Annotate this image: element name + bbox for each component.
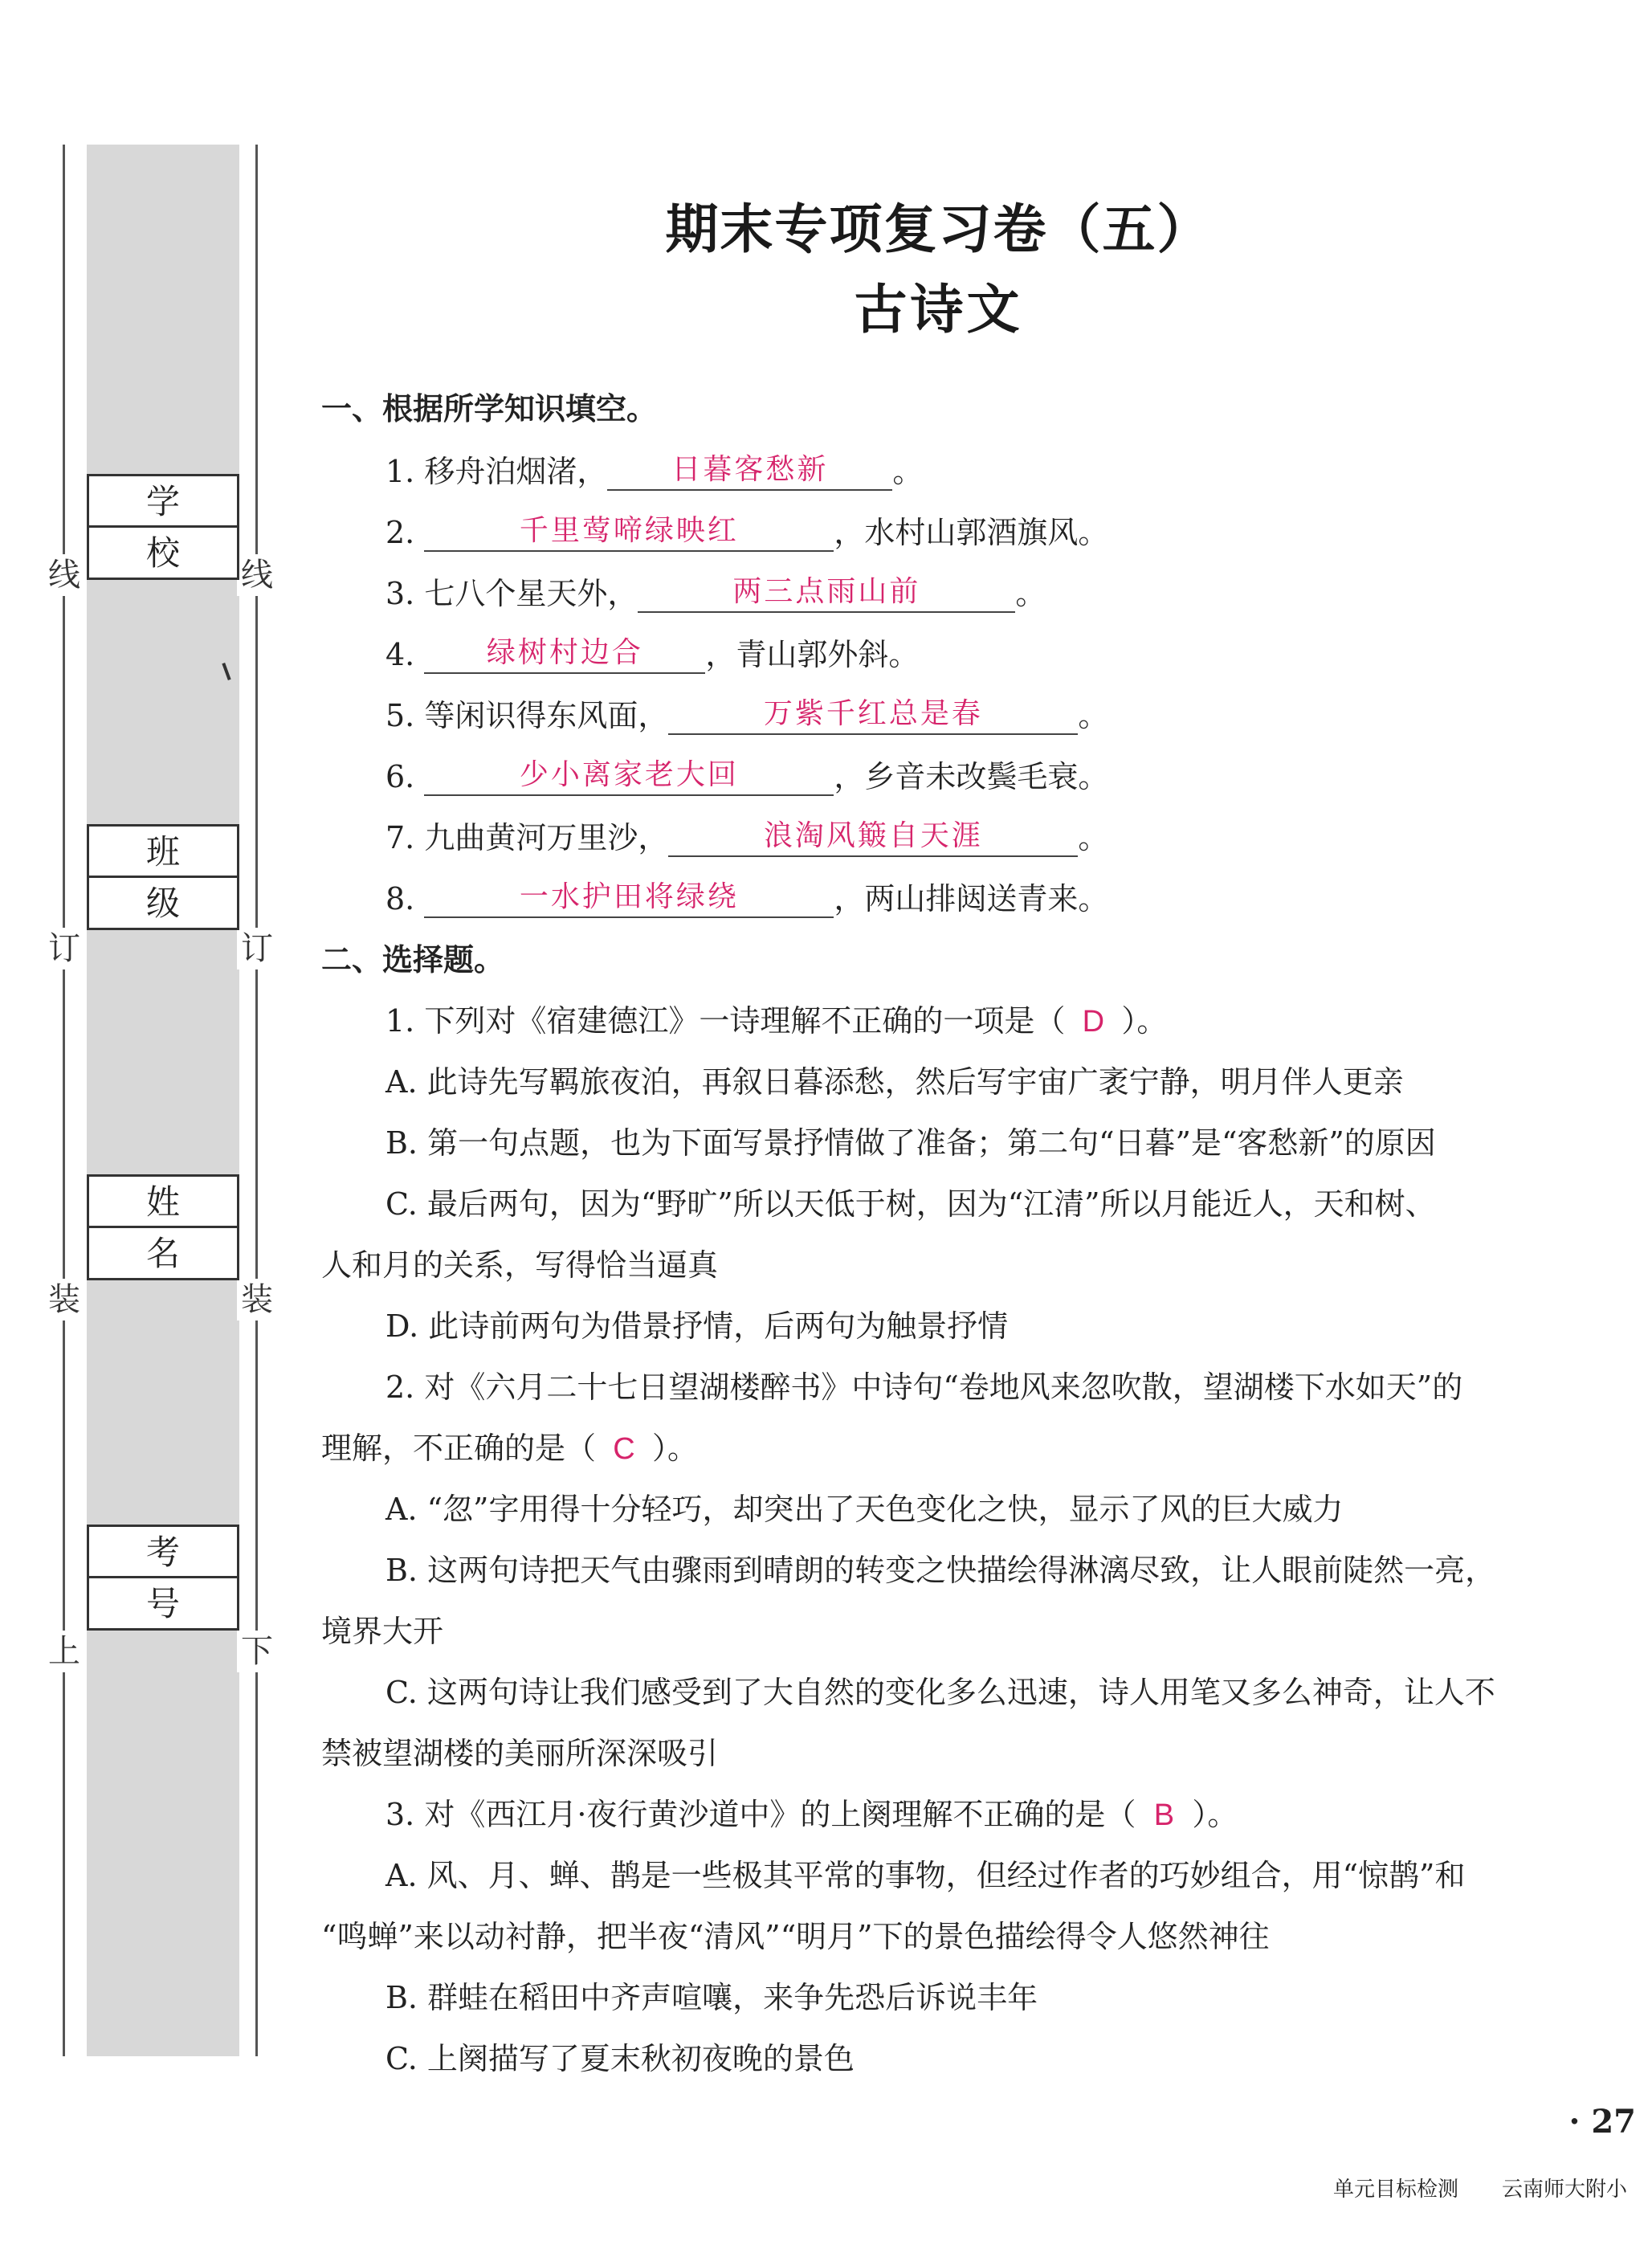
item-post-text: ，乡音未改鬓毛衰。 — [834, 759, 1109, 794]
item-post-text: 。 — [1078, 698, 1109, 733]
page-number: · 27 — [1568, 2103, 1636, 2141]
margin-label-left-1: 线 — [44, 554, 84, 596]
answer-blank[interactable]: 绿树村边合 — [424, 634, 705, 674]
q3-option-c: C. 上阕描写了夏末秋初夜晚的景色 — [385, 2041, 855, 2076]
answer-blank[interactable]: 两三点雨山前 — [638, 573, 1015, 613]
item-post-text: ，两山排闼送青来。 — [834, 881, 1109, 916]
fill-item-4 — [385, 630, 919, 674]
margin-label-left-4: 上 — [44, 1631, 84, 1672]
section1-heading: 一、根据所学知识填空。 — [321, 390, 658, 427]
item-number: 7. — [385, 820, 415, 855]
question-text: 理解，不正确的是（ — [321, 1431, 597, 1466]
question-text: 1. 下列对《宿建德江》一诗理解不正确的一项是（ — [385, 1003, 1066, 1039]
answer-blank[interactable]: 一水护田将绿绕 — [424, 878, 834, 918]
fill-item-6 — [385, 752, 1108, 796]
question-text: 3. 对《西江月·夜行黄沙道中》的上阕理解不正确的是（ — [385, 1797, 1136, 1832]
item-number: 2. — [385, 515, 415, 550]
binding-line-left — [63, 145, 65, 2056]
q2-option-a: A. “忽”字用得十分轻巧，却突出了天色变化之快，显示了风的巨大威力 — [385, 1492, 1344, 1527]
question-end: ）。 — [652, 1431, 699, 1466]
school-box[interactable] — [87, 474, 239, 580]
section2-heading: 二、选择题。 — [321, 941, 505, 978]
item-number: 4. — [385, 637, 415, 672]
margin-label-right-1: 线 — [237, 554, 277, 596]
q3-option-a: A. 风、月、蝉、鹊是一些极其平常的事物，但经过作者的巧妙组合，用“惊鹊”和 — [385, 1858, 1466, 1893]
item-pre-text: 七八个星天外， — [424, 576, 638, 611]
fill-item-3 — [385, 569, 1046, 613]
exam-number-label: 考 号 — [89, 1527, 237, 1578]
item-number: 5. — [385, 698, 415, 733]
name-box[interactable] — [87, 1174, 239, 1280]
item-number: 6. — [385, 759, 415, 794]
fill-item-7 — [385, 813, 1108, 857]
item-post-text: 。 — [1078, 820, 1109, 855]
q1-option-d: D. 此诗前两句为借景抒情，后两句为触景抒情 — [385, 1308, 1009, 1344]
q3-option-b: B. 群蛙在稻田中齐声喧嚷，来争先恐后诉说丰年 — [385, 1980, 1038, 2015]
answer-blank[interactable]: 浪淘风簸自天涯 — [668, 817, 1078, 857]
question-2-cont — [321, 1423, 698, 1467]
binding-strip — [87, 145, 239, 2056]
q1-option-a: A. 此诗先写羁旅夜泊，再叙日暮添愁，然后写宇宙广袤宁静，明月伴人更亲 — [385, 1064, 1404, 1100]
q2-option-c-cont: 禁被望湖楼的美丽所深深吸引 — [321, 1736, 719, 1771]
footer-left: 单元目标检测 — [1333, 2178, 1459, 2202]
answer-choice[interactable]: C — [613, 1432, 635, 1466]
name-label: 姓 名 — [89, 1177, 237, 1228]
item-number: 3. — [385, 576, 415, 611]
footer-right: 云南师大附小 — [1502, 2178, 1628, 2202]
fill-item-8 — [385, 874, 1108, 918]
q2-option-b: B. 这两句诗把天气由骤雨到晴朗的转变之快描绘得淋漓尽致，让人眼前陡然一亮， — [385, 1553, 1496, 1588]
q3-option-a-cont: “鸣蝉”来以动衬静，把半夜“清风”“明月”下的景色描绘得令人悠然神往 — [321, 1919, 1270, 1954]
item-post-text: ，水村山郭酒旗风。 — [834, 515, 1109, 550]
answer-blank[interactable]: 日暮客愁新 — [607, 451, 892, 491]
q1-option-c: C. 最后两句，因为“野旷”所以天低于树，因为“江清”所以月能近人，天和树、 — [385, 1186, 1436, 1222]
page-title: 期末专项复习卷（五） — [665, 198, 1212, 260]
answer-blank[interactable]: 万紫千红总是春 — [668, 695, 1078, 735]
class-box[interactable] — [87, 824, 239, 930]
margin-label-left-2: 订 — [44, 928, 84, 969]
question-end: ）。 — [1121, 1003, 1168, 1039]
margin-label-right-3: 装 — [237, 1279, 277, 1321]
item-post-text: 。 — [892, 454, 924, 489]
margin-label-right-2: 订 — [237, 928, 277, 969]
item-pre-text: 移舟泊烟渚， — [424, 454, 608, 489]
answer-blank[interactable]: 千里莺啼绿映红 — [424, 512, 834, 552]
question-1 — [385, 996, 1167, 1040]
binding-line-right — [255, 145, 258, 2056]
answer-choice[interactable]: D — [1082, 1005, 1105, 1039]
q2-option-b-cont: 境界大开 — [321, 1614, 444, 1649]
question-2: 2. 对《六月二十七日望湖楼醉书》中诗句“卷地风来忽吹散，望湖楼下水如天”的 — [385, 1370, 1463, 1405]
answer-choice[interactable]: B — [1153, 1798, 1175, 1832]
item-number: 8. — [385, 881, 415, 916]
q1-option-b: B. 第一句点题，也为下面写景抒情做了准备；第二句“日暮”是“客愁新”的原因 — [385, 1125, 1436, 1161]
margin-label-left-3: 装 — [44, 1279, 84, 1321]
item-pre-text: 等闲识得东风面， — [424, 698, 669, 733]
item-pre-text: 九曲黄河万里沙， — [424, 820, 669, 855]
item-post-text: 。 — [1015, 576, 1046, 611]
school-label: 学 校 — [89, 476, 237, 528]
answer-blank[interactable]: 少小离家老大回 — [424, 756, 834, 796]
item-number: 1. — [385, 454, 415, 489]
fill-item-2 — [385, 508, 1108, 552]
class-label: 班 级 — [89, 827, 237, 878]
question-end: ）。 — [1192, 1797, 1238, 1832]
page-subtitle: 古诗文 — [854, 278, 1023, 341]
item-post-text: ，青山郭外斜。 — [705, 637, 920, 672]
margin-label-right-4: 下 — [237, 1631, 277, 1672]
q1-option-c-cont: 人和月的关系，写得恰当逼真 — [321, 1247, 719, 1283]
fill-item-5 — [385, 691, 1108, 735]
question-3 — [385, 1790, 1238, 1834]
fill-item-1 — [385, 447, 923, 491]
q2-option-c: C. 这两句诗让我们感受到了大自然的变化多么迅速，诗人用笔又多么神奇，让人不 — [385, 1675, 1495, 1710]
exam-number-box[interactable] — [87, 1525, 239, 1631]
